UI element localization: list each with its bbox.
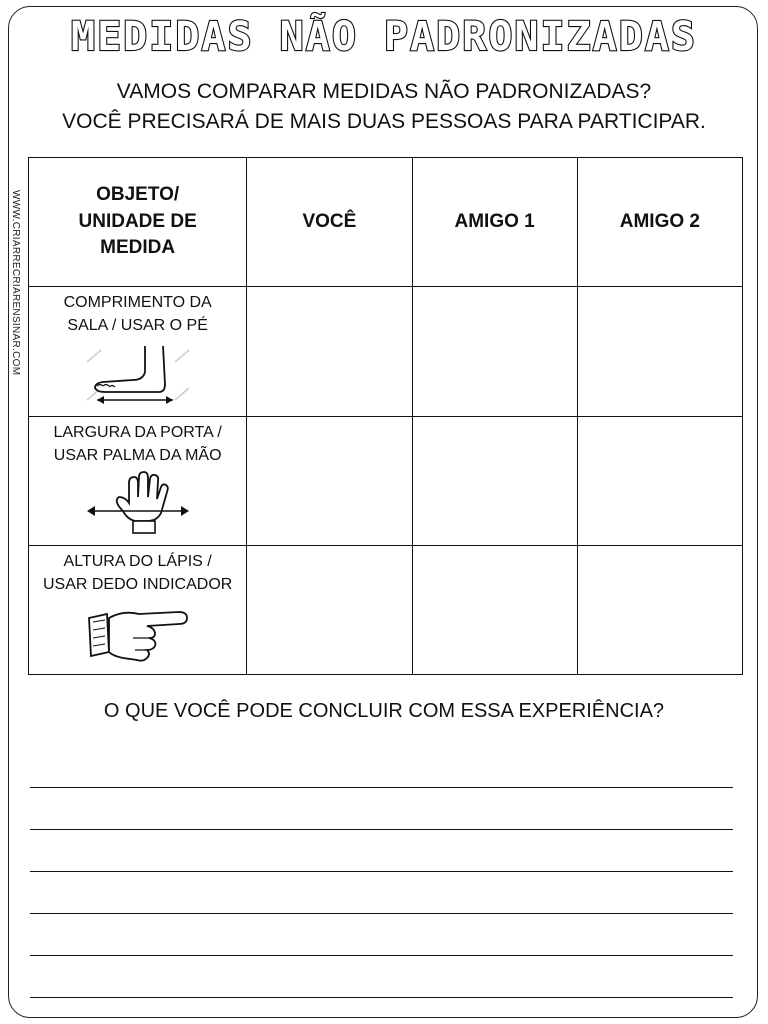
- input-cell-amigo-1[interactable]: [412, 287, 577, 416]
- table-row: [29, 287, 743, 416]
- conclusion-question: O QUE VOCÊ PODE CONCLUIR COM ESSA EXPERIÊNCIA?: [103, 700, 665, 722]
- input-cell-voce[interactable]: [247, 416, 412, 545]
- answer-line[interactable]: [30, 913, 733, 914]
- row-label: COMPRIMENTO DA SALA / USAR O PÉ: [63, 294, 212, 335]
- answer-line[interactable]: [30, 871, 733, 872]
- row-label: ALTURA DO LÁPIS / USAR DEDO INDICADOR: [42, 552, 233, 593]
- input-cell-amigo-1[interactable]: [412, 545, 577, 674]
- answer-line[interactable]: [30, 997, 733, 998]
- website-credit: WWW.CRIARRECRIARENSINAR.COM: [10, 190, 21, 376]
- header-object-unit-label: OBJETO/ UNIDADE DE MEDIDA: [78, 184, 197, 259]
- open-hand-icon: [83, 471, 193, 537]
- table-row: [29, 545, 743, 674]
- input-cell-amigo-2[interactable]: [577, 287, 742, 416]
- header-voce: VOCÊ: [247, 158, 412, 287]
- row-label-cell: [29, 287, 247, 416]
- header-object-unit: [29, 158, 247, 287]
- answer-line[interactable]: [30, 829, 733, 830]
- measurement-table: [28, 157, 743, 675]
- row-label: LARGURA DA PORTA / USAR PALMA DA MÃO: [53, 423, 222, 464]
- foot-icon: [83, 342, 193, 408]
- input-cell-voce[interactable]: [247, 287, 412, 416]
- row-label-cell: [29, 416, 247, 545]
- subtitle-line-2: VOCÊ PRECISARÁ DE MAIS DUAS PESSOAS PARA PARTICIPAR.: [62, 110, 706, 133]
- subtitle-line-1: VAMOS COMPARAR MEDIDAS NÃO PADRONIZADAS?: [116, 80, 652, 103]
- header-amigo-2: AMIGO 2: [577, 158, 742, 287]
- pointing-finger-icon: [83, 600, 193, 666]
- page-title: MEDIDAS NÃO PADRONIZADAS: [71, 14, 697, 60]
- table-row: [29, 416, 743, 545]
- header-amigo-1: AMIGO 1: [412, 158, 577, 287]
- answer-line[interactable]: [30, 955, 733, 956]
- input-cell-amigo-1[interactable]: [412, 416, 577, 545]
- input-cell-amigo-2[interactable]: [577, 545, 742, 674]
- input-cell-voce[interactable]: [247, 545, 412, 674]
- input-cell-amigo-2[interactable]: [577, 416, 742, 545]
- answer-line[interactable]: [30, 787, 733, 788]
- table-header-row: [29, 158, 743, 287]
- row-label-cell: [29, 545, 247, 674]
